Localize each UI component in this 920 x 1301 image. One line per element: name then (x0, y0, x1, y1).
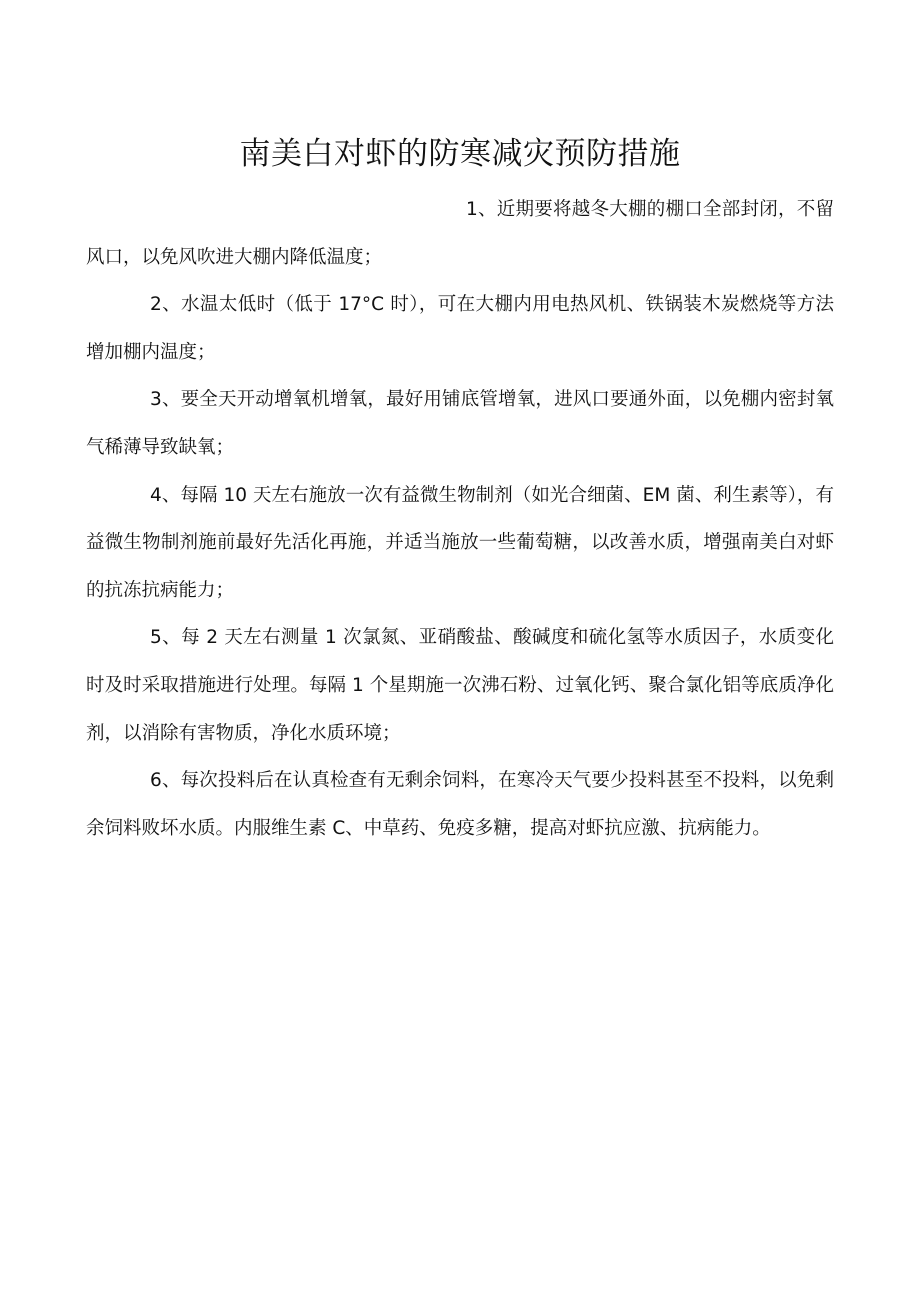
paragraph-1: 1、近期要将越冬大棚的棚口全部封闭，不留风口，以免风吹进大棚内降低温度； (86, 199, 834, 268)
document-body (86, 186, 834, 852)
paragraph-2: 2、水温太低时（低于 17°C 时），可在大棚内用电热风机、铁锅装木炭燃烧等方法增加棚内温度； (86, 294, 834, 363)
paragraph-5: 5、每 2 天左右测量 1 次氯氮、亚硝酸盐、酸碱度和硫化氢等水质因子，水质变化时及时采取措施进行处理。每隔 1 个星期施一次沸石粉、过氧化钙、聚合氯化铝等底质净化剂，以消除有害物质，净化水质环境； (86, 627, 834, 744)
paragraph-3: 3、要全天开动增氧机增氧，最好用铺底管增氧，进风口要通外面，以免棚内密封氧气稀薄导致缺氧； (86, 389, 834, 458)
paragraph-4: 4、每隔 10 天左右施放一次有益微生物制剂（如光合细菌、EM 菌、利生素等），有益微生物制剂施前最好先活化再施，并适当施放一些葡萄糖，以改善水质，增强南美白对虾的抗冻抗病能力； (86, 484, 834, 601)
paragraph-6: 6、每次投料后在认真检查有无剩余饲料，在寒冷天气要少投料甚至不投料，以免剩余饲料败坏水质。内服维生素 C、中草药、免疫多糖，提高对虾抗应激、抗病能力。 (86, 770, 834, 839)
document-title: 南美白对虾的防寒减灾预防措施 (239, 136, 681, 172)
